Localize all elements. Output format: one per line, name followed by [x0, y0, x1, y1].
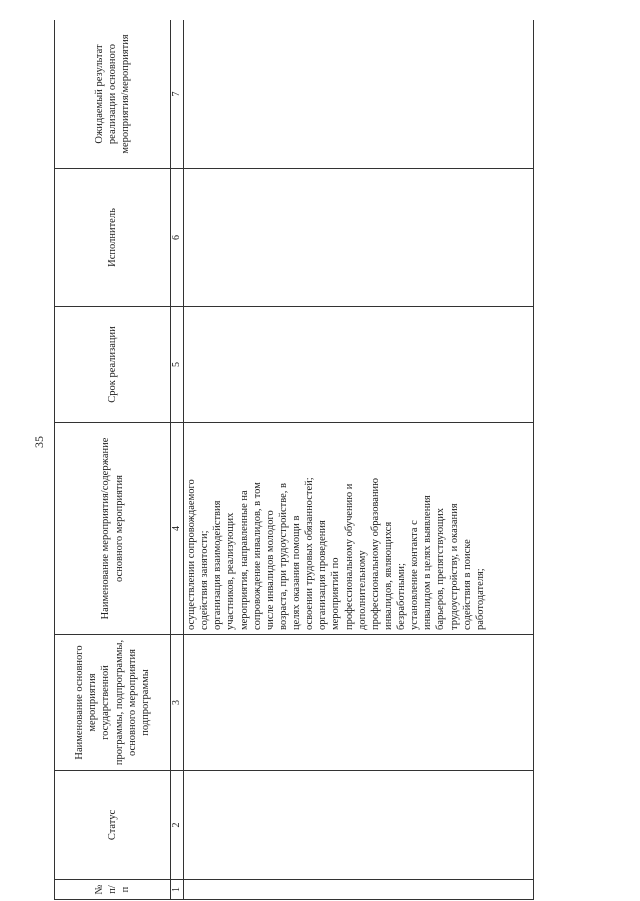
activity-content-line: освоении трудовых обязанностей;: [304, 477, 316, 630]
cell-main-activity: [184, 635, 534, 771]
activity-content-line: дополнительному: [356, 550, 368, 630]
activity-content-line: безработными;: [396, 563, 407, 630]
activity-content-line: содействия занятости;: [199, 530, 211, 630]
activity-content-line: сопровождение инвалидов, в том: [251, 482, 263, 630]
column-number: 3: [171, 635, 184, 771]
column-number: 5: [171, 307, 184, 423]
header-expected-result: Ожидаемый результат реализации основного мероприятия/мероприятия: [55, 20, 171, 169]
cell-period: [184, 307, 534, 423]
activity-content-line: возраста, при трудоустройстве, в: [277, 483, 289, 630]
column-number: 4: [171, 423, 184, 635]
cell-executor: [184, 169, 534, 307]
column-number: 2: [171, 771, 184, 880]
activity-content-text: [184, 423, 488, 634]
cell-status: [184, 771, 534, 880]
activity-content-line: целях оказания помощи в: [291, 515, 302, 630]
column-number: 1: [171, 880, 184, 900]
activity-content-line: установление контакта с: [409, 520, 421, 630]
cell-expected-result: [184, 20, 534, 169]
header-number: № п/п: [55, 880, 171, 900]
activity-content-line: барьеров, препятствующих: [435, 507, 447, 630]
cell-activity-content: [184, 423, 534, 635]
activity-content-line: числе инвалидов молодого: [264, 510, 276, 630]
table-container: [54, 20, 534, 900]
cell-number: [184, 880, 534, 900]
header-status: Статус: [55, 771, 171, 880]
page-number: 35: [32, 436, 46, 448]
column-number-row: [171, 20, 184, 900]
activity-content-line: профессиональному обучению и: [343, 483, 355, 630]
activity-content-line: профессиональному образованию: [369, 477, 381, 630]
rotated-table: [54, 20, 534, 900]
activity-content-line: инвалидов, являющихся: [382, 521, 394, 630]
activity-content-line: организация взаимодействия: [212, 500, 224, 630]
activity-content-line: содействия в поиске: [461, 539, 473, 630]
program-activities-table: [54, 20, 534, 900]
activity-content-line: осуществлении сопровождаемого: [186, 479, 197, 630]
activity-content-line: инвалидом в целях выявления: [422, 495, 434, 630]
header-row: [55, 20, 171, 900]
activity-content-line: мероприятий по: [330, 557, 342, 630]
activity-content-line: работодателя;: [474, 568, 486, 630]
table-row: [184, 20, 534, 900]
header-executor: Исполнитель: [55, 169, 171, 307]
header-main-activity-name: Наименование основного мероприятия государственной программы, подпрограммы, основного мероприятия подпрограммы: [55, 635, 171, 771]
activity-content-line: трудоустройству, и оказания: [448, 503, 460, 630]
activity-content-line: организация проведения: [317, 520, 329, 630]
header-period: Срок реализации: [55, 307, 171, 423]
activity-content-line: участников, реализующих: [225, 512, 237, 630]
activity-content-line: мероприятия, направленные на: [238, 490, 250, 630]
column-number: 6: [171, 169, 184, 307]
column-number: 7: [171, 20, 184, 169]
header-activity-content: Наименование мероприятия/содержание основного мероприятия: [55, 423, 171, 635]
